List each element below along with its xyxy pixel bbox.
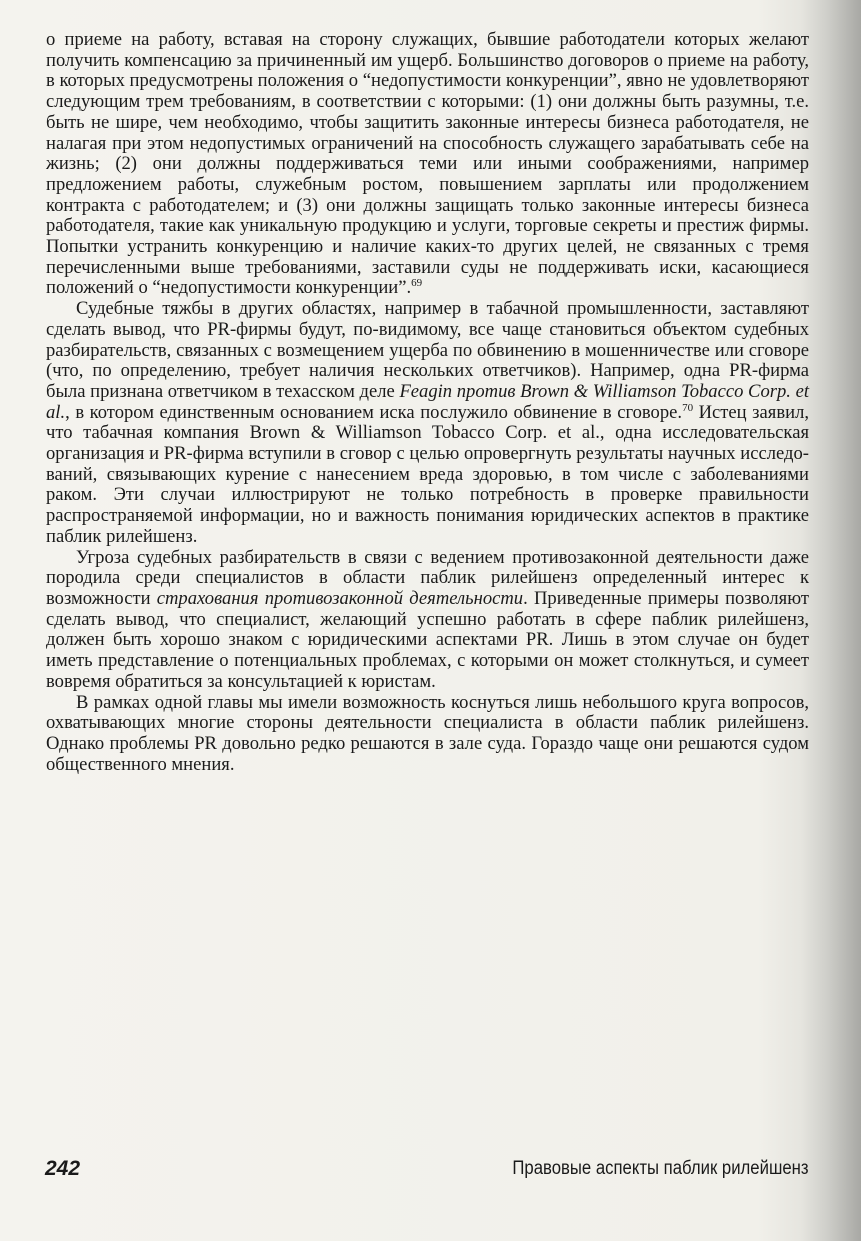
text-run: В рамках одной главы мы имели возможность коснуться лишь небольшого круга вопросов, охватывающих многие стороны деятельности специалиста в области паблик рилейшенз. Однако проблемы PR довольно редко решаются в зале суда. Гораздо чаще они решаются судом общественного мнения. [46, 691, 809, 775]
text-run: , в котором единственным основанием иска послужило обвинение в сговоре. [65, 401, 683, 423]
running-title: Правовые аспекты паблик рилейшенз [512, 1158, 809, 1179]
page-number: 242 [45, 1157, 81, 1180]
italic-text: страхования противозаконной деятельности [156, 587, 524, 609]
text-run: о приеме на работу, вставая на сторону служащих, бывшие работодатели которых желают получить компенсацию за причиненный им ущерб. Большинство договоров о приеме на работу, в которых предусмотрены положения о “недопустимости конкуренции”, явно не удовлетворяют следующим трем требованиям, в соответствии с которыми: (1) они должны быть разумны, т.е. быть не шире, чем необходимо, чтобы защитить законные интересы бизнеса работодателя, не налагая при этом недопустимых ограничений на способность служащего зарабатывать себе на жизнь; (2) они должны поддерживаться теми или иными соображениями, например предложением работы, служебным ростом, повышением зарплаты или продолжением контракта с работодателем; и (3) они должны защищать только законные интересы бизнеса работодателя, такие как уникальную продукцию и услуги, торговые секреты и престиж фирмы. Попытки устранить конкуренцию и наличие каких-то других целей, не связанных с тремя перечисленными выше требованиями, заставили суды не поддерживать иски, касающиеся положений о “недопустимости конкуренции”. [46, 29, 809, 299]
paragraph-p1 [46, 30, 809, 299]
italic-text: Feagin против Brown & Williamson Tobacco Corp. et al. [46, 380, 810, 423]
paragraph-p2 [46, 299, 809, 547]
text-run: Истец заявил, что табачная компания Brown & Williamson Tobacco Corp. et al., одна исследовательская организация и PR-фирма вступили в сговор с целью опровергнуть результаты научных исследований, связывающих курение с нанесением вреда здоровью, в том числе с заболеваниями раком. Эти случаи иллюстрируют не только потребность в проверке правильности распространяемой информации, но и важность понимания юридических аспектов в практике паблик рилейшенз. [46, 401, 809, 547]
body-text [46, 30, 809, 775]
footnote-ref: 69 [411, 277, 423, 290]
text-run: . Приведенные примеры позволяют сделать вывод, что специалист, желающий успешно работать в сфере паблик рилейшенз, должен быть хорошо знаком с юридическими аспектами PR. Лишь в этом случае он будет иметь представление о потенциальных проблемах, с которыми он может столкнуться, и сумеет вовремя обратиться за консультацией к юристам. [46, 587, 810, 692]
text-run: Угроза судебных разбирательств в связи с ведением противозаконной деятельности даже породила среди специалистов в области паблик рилейшенз определенный интерес к возможности [46, 546, 809, 609]
paragraph-p3 [46, 548, 809, 693]
text-run: Судебные тяжбы в других областях, например в табачной промышленности, заставляют сделать вывод, что PR-фирмы будут, по-видимому, все чаще становиться объектом судебных разбирательств, связанных с возмещением ущерба по обвинению в мошенничестве или сговоре (что, по определению, требует наличия нескольких ответчиков). Например, одна PR-фирма была признана ответчиком в техасском деле [46, 298, 809, 402]
footnote-ref: 70 [682, 401, 694, 414]
paragraph-p4 [46, 693, 809, 776]
